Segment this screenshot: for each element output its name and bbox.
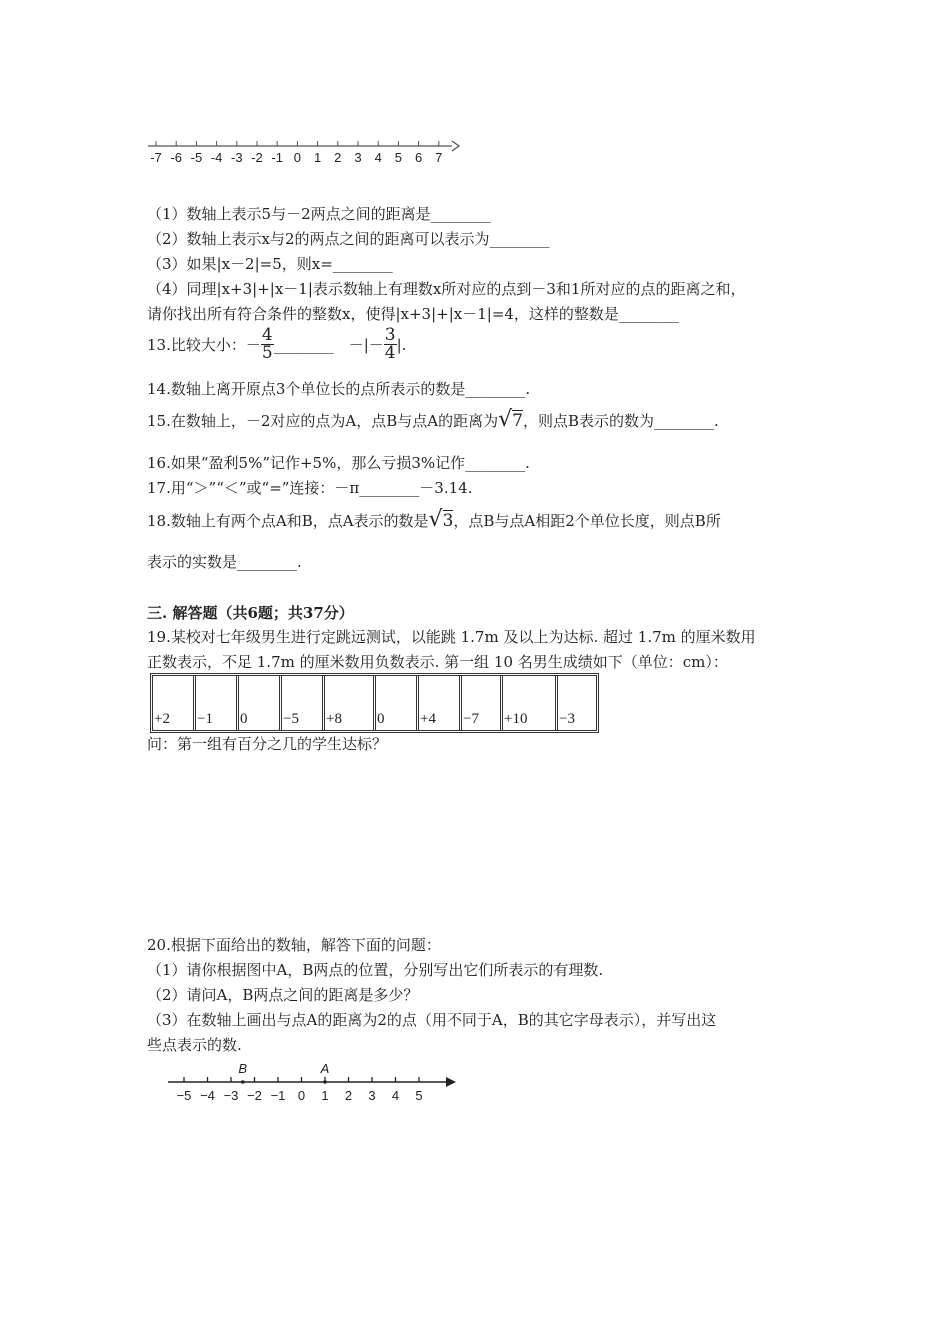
number-line-1-label: 1 [313,150,322,165]
number-line-1-label: -3 [231,150,243,165]
question-17: 17.用“＞”“＜”或“=”连接：－π________－3.14. [147,479,473,497]
question-20-part-3: （3）在数轴上画出与点A的距离为2的点（用不同于A，B的其它字母表示），并写出这 [147,1011,717,1029]
score-cell: +8 [322,676,373,730]
number-line-1-label: -4 [210,150,223,165]
fraction-numerator: 4 [261,325,273,345]
number-line-2-label: −1 [270,1088,286,1103]
point-b-dot [241,1080,245,1084]
q13-prefix: 13.比较大小：－ [147,335,261,354]
number-line-2-label: 4 [391,1088,400,1103]
number-line-2-label: 1 [321,1088,329,1103]
number-line-1-label: -7 [150,150,162,165]
number-line-2-label: 2 [344,1088,353,1103]
question-20-line-1: 20.根据下面给出的数轴，解答下面的问题： [147,936,441,954]
score-cell: −5 [279,676,322,730]
number-line-1-label: -1 [271,150,283,165]
number-line-1-label: -6 [170,150,182,165]
question-14: 14.数轴上离开原点3个单位长的点所表示的数是________. [147,380,531,398]
point-b-label: B [238,1061,248,1076]
number-line-2-label: 3 [368,1088,376,1103]
q13-mid: ________ －|－ [273,335,384,354]
q12-part-2: （2）数轴上表示x与2的两点之间的距离可以表示为________ [147,230,550,248]
q15-prefix: 15.在数轴上，－2对应的点为A，点B与点A的距离为 [147,411,499,430]
number-line-1-label: 4 [374,150,382,165]
score-cell: +2 [154,711,170,727]
number-line-2-label: −3 [223,1088,239,1103]
score-cell: 0 [373,676,416,730]
number-line-1-label: 2 [334,150,342,165]
score-cell: −7 [459,676,500,730]
question-18-continued: 表示的实数是________. [147,553,302,571]
q15-suffix: ，则点B表示的数为________. [522,411,719,430]
number-line-1-label: -2 [251,150,263,165]
number-line-2-label: 0 [297,1088,306,1103]
scores-table [150,673,599,733]
fraction-3-4 [384,327,397,362]
number-line-2 [160,1055,470,1110]
score-cell: +4 [416,676,459,730]
question-13 [147,327,406,362]
number-line-1-label: 6 [414,150,423,165]
number-line-1-arrow-icon [452,141,459,151]
question-19-line-1: 19.某校对七年级男生进行定跳远测试，以能跳 1.7m 及以上为达标. 超过 1.7m 的厘米数用 [147,628,756,646]
q18-suffix: ，点B与点A相距2个单位长度，则点B所 [453,511,721,530]
number-line-1 [140,135,470,175]
number-line-2-label: −4 [200,1088,215,1103]
fraction-numerator: 3 [384,325,396,345]
point-a-label: A [320,1061,330,1076]
question-20-part-2: （2）请问A，B两点之间的距离是多少？ [147,986,419,1004]
sqrt-icon: √7 [498,407,523,432]
number-line-2-label: −5 [176,1088,192,1103]
question-19-ask: 问：第一组有百分之几的学生达标？ [147,735,388,753]
question-20-part-1: （1）请你根据图中A，B两点的位置，分别写出它们所表示的有理数. [147,961,604,979]
number-line-2-label: −2 [247,1088,262,1103]
fraction-denominator: 5 [261,343,273,363]
question-19-line-2: 正数表示，不足 1.7m 的厘米数用负数表示. 第一组 10 名男生成绩如下（单位：cm）： [147,653,728,671]
fraction-4-5 [261,327,274,362]
sqrt-icon: √3 [428,507,454,532]
number-line-1-label: -5 [190,150,203,165]
score-cell: −3 [555,676,596,730]
sqrt-radicand: 3 [442,511,454,531]
question-20-part-3-continued: 些点表示的数. [147,1036,242,1054]
score-cell: +10 [500,676,555,730]
q12-part-4: （4）同理|x+3|+|x－1|表示数轴上有理数x所对应的点到－3和1所对应的点的距离之和， [147,280,746,298]
number-line-2-arrow-icon [446,1077,456,1087]
q12-part-3: （3）如果|x－2|=5，则x=________ [147,255,393,273]
q13-suffix: |. [396,335,407,354]
number-line-2-label: 5 [415,1088,423,1103]
point-a-dot [323,1080,327,1084]
q18-prefix: 18.数轴上有两个点A和B，点A表示的数是 [147,511,429,530]
question-15 [147,407,719,432]
q12-part-4-continued: 请你找出所有符合条件的整数x，使得|x+3|+|x－1|=4，这样的整数是________ [147,305,679,323]
score-cell: −1 [193,676,236,730]
q12-part-1: （1）数轴上表示5与－2两点之间的距离是________ [147,205,491,223]
number-line-1-label: 5 [394,150,403,165]
sqrt-radicand: 7 [512,411,523,431]
number-line-1-label: 0 [293,150,302,165]
question-16: 16.如果“盈利5%”记作+5%，那么亏损3%记作________. [147,454,530,472]
fraction-denominator: 4 [384,343,396,363]
section-3-heading: 三. 解答题（共6题；共37分） [147,604,354,622]
score-cell: 0 [236,676,279,730]
question-18 [147,507,721,532]
number-line-1-label: 7 [435,150,443,165]
number-line-1-label: 3 [354,150,362,165]
